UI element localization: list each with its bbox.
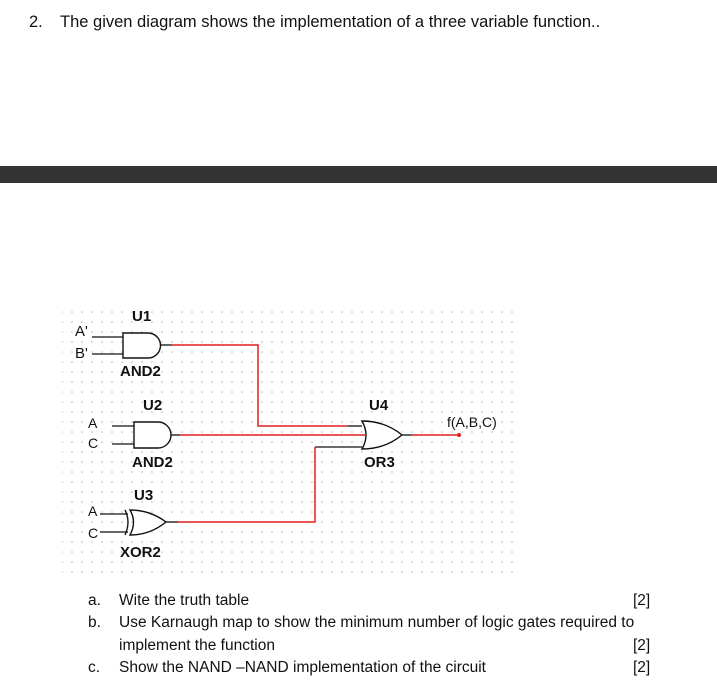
circuit-diagram: [0, 300, 717, 585]
marks-c: [2]: [633, 659, 651, 676]
input-label-c: C: [88, 525, 99, 541]
input-label-a-prime: A': [75, 323, 88, 340]
input-label-a: A: [88, 415, 98, 431]
marks-a: [2]: [633, 592, 651, 609]
subquestion-letter: c.: [88, 659, 101, 676]
input-label-b-prime: B': [75, 345, 88, 362]
output-node: [457, 433, 461, 437]
marks-b: [2]: [633, 637, 651, 654]
input-label-a: A: [88, 503, 98, 519]
gate-type-label: OR3: [364, 454, 395, 471]
subquestion-text: implement the function: [119, 637, 275, 654]
question-text: The given diagram shows the implementation of a three variable function..: [60, 13, 601, 31]
gate-ref-label: U3: [134, 487, 154, 504]
question-number: 2.: [29, 13, 43, 31]
gate-ref-label: U2: [143, 397, 163, 414]
gate-type-label: AND2: [132, 454, 173, 471]
subquestion-text: Show the NAND –NAND implementation of the circuit: [119, 659, 486, 676]
gate-type-label: XOR2: [120, 544, 161, 561]
page-divider-bar: [0, 166, 717, 183]
subquestion-text: Use Karnaugh map to show the minimum number of logic gates required to: [119, 614, 635, 631]
input-label-c: C: [88, 435, 99, 451]
subquestion-letter: a.: [88, 592, 101, 609]
and-gate-symbol: [134, 422, 171, 448]
gate-type-label: AND2: [120, 363, 161, 380]
subquestion-text: Wite the truth table: [119, 592, 250, 609]
gate-ref-label: U1: [132, 308, 152, 325]
subquestion-letter: b.: [88, 614, 101, 631]
and-gate-symbol: [123, 333, 161, 358]
gate-ref-label: U4: [369, 397, 389, 414]
question-2: [29, 13, 600, 32]
output-label: f(A,B,C): [447, 414, 497, 430]
